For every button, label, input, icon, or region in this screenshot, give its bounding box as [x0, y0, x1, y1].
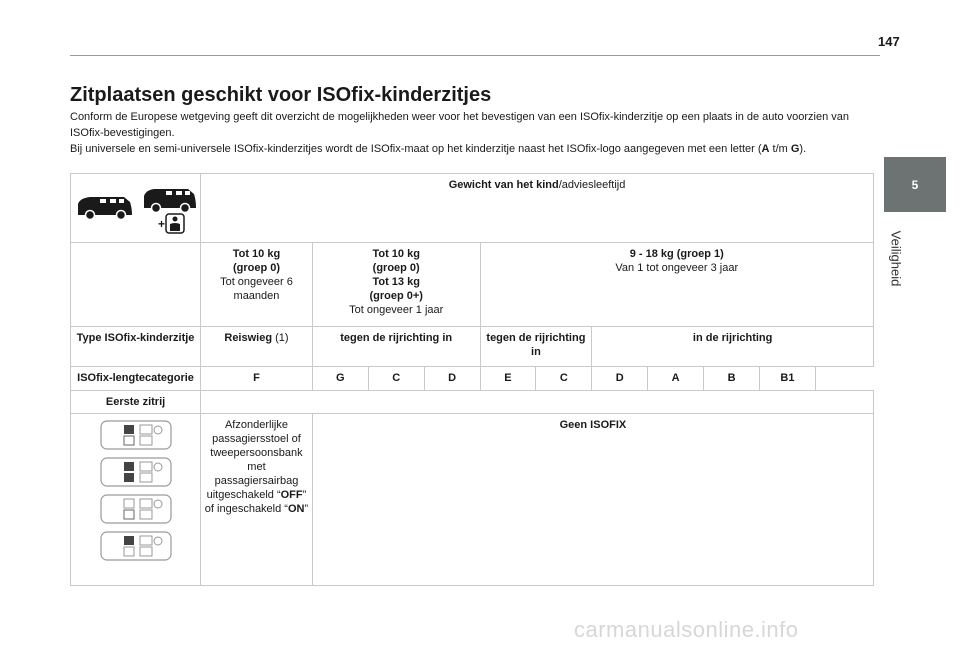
- isofix-child-seat-icon: [158, 214, 184, 233]
- van-short-icon: [144, 189, 196, 213]
- size-cell: B1: [759, 367, 815, 391]
- size-cell: F: [201, 367, 313, 391]
- watermark: carmanualsonline.info: [574, 617, 799, 642]
- group-0plus-header: Tot 10 kg (groep 0) Tot 13 kg (groep 0+) Tot ongeveer 1 jaar: [312, 243, 480, 327]
- vehicle-icons-cell: [71, 174, 201, 243]
- size-cell: D: [424, 367, 480, 391]
- page-number: 147: [878, 34, 900, 49]
- size-cell: D: [592, 367, 648, 391]
- size-cell: C: [536, 367, 592, 391]
- weight-header: Gewicht van het kind/adviesleeftijd: [201, 174, 874, 243]
- van-long-icon: [78, 197, 132, 220]
- type-label: Type ISOfix-kinderzitje: [71, 327, 201, 367]
- size-cell: A: [648, 367, 704, 391]
- chapter-tab[interactable]: 5: [884, 157, 946, 212]
- type-rear-facing-0plus: tegen de rijrichting in: [312, 327, 480, 367]
- size-cell: E: [480, 367, 536, 391]
- result-no-isofix: Geen ISOFIX: [312, 414, 873, 586]
- seat-layout-icon: [100, 420, 172, 450]
- type-forward-facing: in de rijrichting: [592, 327, 874, 367]
- size-label: ISOfix-lengtecategorie: [71, 367, 201, 391]
- isofix-table: [70, 173, 874, 586]
- seat-layout-icon: [100, 531, 172, 561]
- seat-layout-icon: [100, 457, 172, 487]
- empty-cell: [71, 243, 201, 327]
- seat-description: Afzonderlijke passagiersstoel of tweepersoonsbank met passagiersairbag uitgeschakeld “OFF” of ingeschakeld “ON”: [201, 414, 313, 586]
- chapter-title: Veiligheid: [888, 230, 904, 286]
- size-cell: G: [312, 367, 368, 391]
- empty-cell: [201, 391, 874, 414]
- type-rear-facing-1: tegen de rijrichting in: [480, 327, 592, 367]
- svg-text:+: +: [158, 217, 166, 231]
- seat-layout-icon: [100, 494, 172, 524]
- chapter-label: [876, 218, 916, 298]
- header-rule: [70, 55, 880, 56]
- vehicle-icons: [74, 178, 200, 234]
- intro-text: [70, 109, 870, 157]
- type-carrycot: Reiswieg (1): [201, 327, 313, 367]
- group-1-header: 9 - 18 kg (groep 1) Van 1 tot ongeveer 3 jaar: [480, 243, 873, 327]
- size-cell: B: [704, 367, 760, 391]
- row-label-first-row: Eerste zitrij: [71, 391, 201, 414]
- intro-paragraph-2: Bij universele en semi-universele ISOfix-kinderzitjes wordt de ISOfix-maat op het kinderzitje naast het ISOfix-logo aangegeven met een letter (A t/m G).: [70, 143, 807, 155]
- size-cell: C: [368, 367, 424, 391]
- intro-paragraph-1: Conform de Europese wetgeving geeft dit overzicht de mogelijkheden weer voor het bevestigen van een ISOfix-kinderzitje op een plaats in de auto voorzien van ISOfix-bevestigingen.: [70, 111, 850, 139]
- page-title: Zitplaatsen geschikt voor ISOfix-kinderzitjes: [70, 84, 492, 106]
- group-0-header: Tot 10 kg (groep 0) Tot ongeveer 6 maanden: [201, 243, 313, 327]
- seat-diagrams-cell: [71, 414, 201, 586]
